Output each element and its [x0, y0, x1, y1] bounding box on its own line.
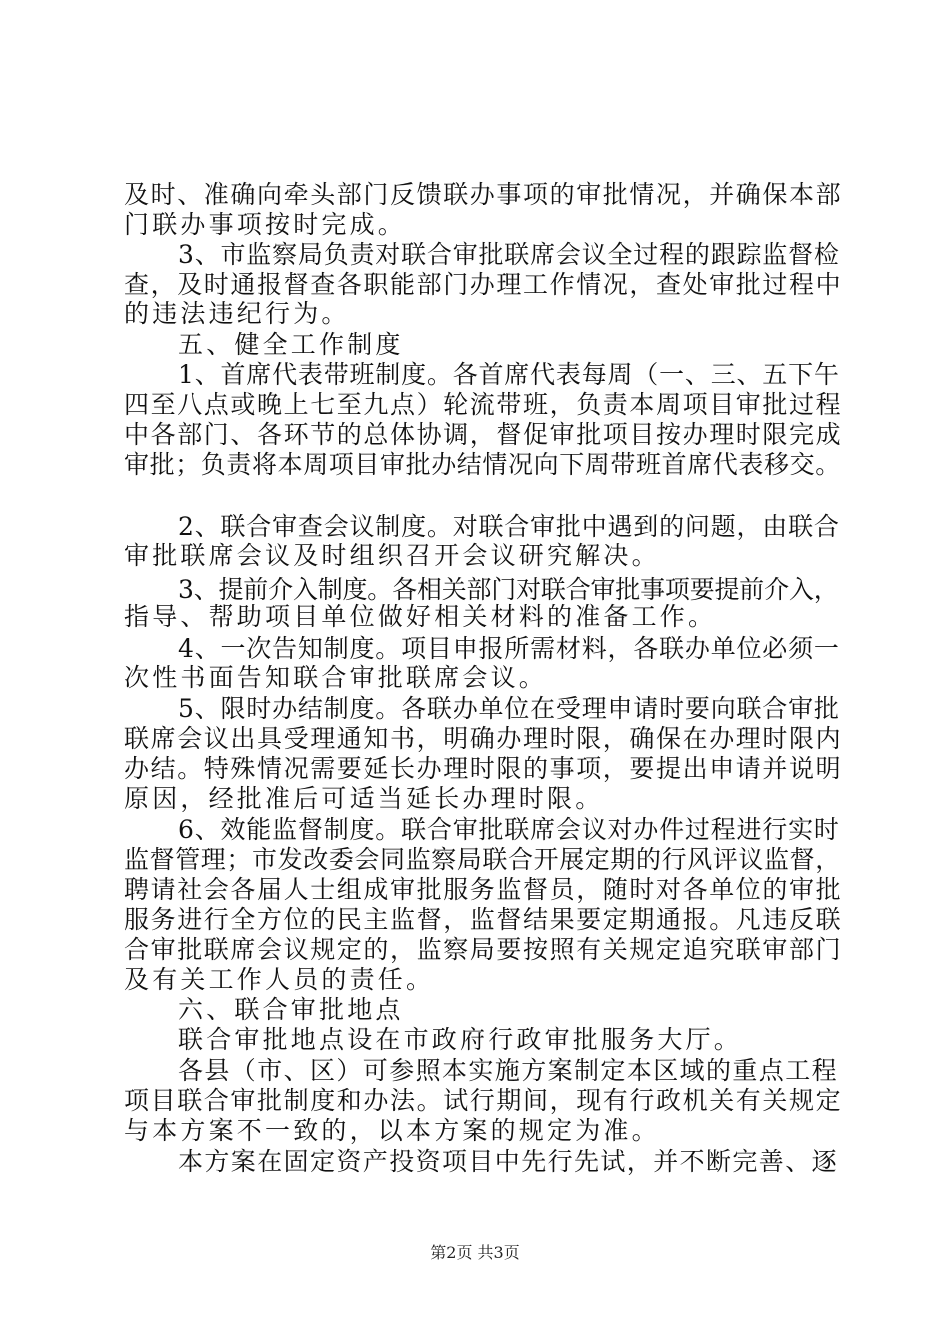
text-line: 6、效能监督制度。联合审批联席会议对办件过程进行实时: [178, 815, 840, 844]
text-line: 3、提前介入制度。各相关部门对联合审批事项要提前介入，: [178, 575, 839, 604]
text-line: 及有关工作人员的责任。: [124, 965, 435, 994]
text-line: 查，及时通报督查各职能部门办理工作情况，查处审批过程中: [124, 270, 843, 299]
text-line: 2、联合审查会议制度。对联合审批中遇到的问题，由联合: [178, 512, 840, 541]
section-heading: 六、联合审批地点: [178, 995, 404, 1024]
text-line: 3、市监察局负责对联合审批联席会议全过程的跟踪监督检: [178, 240, 840, 269]
text-line: 1、首席代表带班制度。各首席代表每周（一、三、五下午: [178, 360, 840, 389]
text-line: 本方案在固定资产投资项目中先行先试，并不断完善、逐: [178, 1147, 839, 1176]
text-line: 原因，经批准后可适当延长办理时限。: [124, 784, 604, 813]
text-line: 门联办事项按时完成。: [124, 210, 407, 239]
text-line: 中各部门、各环节的总体协调，督促审批项目按办理时限完成: [124, 420, 843, 449]
text-line: 联合审批地点设在市政府行政审批服务大厅。: [178, 1025, 743, 1054]
text-line: 聘请社会各届人士组成审批服务监督员，随时对各单位的审批: [124, 875, 843, 904]
text-line: 项目联合审批制度和办法。试行期间，现有行政机关有关规定: [124, 1086, 843, 1115]
text-line: 及时、准确向牵头部门反馈联办事项的审批情况，并确保本部: [124, 180, 843, 209]
text-line: 审批联席会议及时组织召开会议研究解决。: [124, 541, 660, 570]
text-line: 办结。特殊情况需要延长办理时限的事项，要提出申请并说明: [124, 754, 843, 783]
page-footer: 第2页 共3页: [430, 1243, 520, 1262]
text-line: 的违法违纪行为。: [124, 299, 350, 328]
text-line: 指导、帮助项目单位做好相关材料的准备工作。: [124, 602, 717, 631]
text-line: 四至八点或晚上七至九点）轮流带班，负责本周项目审批过程: [124, 390, 843, 419]
text-line: 4、一次告知制度。项目申报所需材料，各联办单位必须一: [178, 634, 840, 663]
text-line: 各县（市、区）可参照本实施方案制定本区域的重点工程: [178, 1056, 839, 1085]
text-line: 监督管理；市发改委会同监察局联合开展定期的行风评议监督，: [124, 845, 841, 874]
text-line: 服务进行全方位的民主监督，监督结果要定期通报。凡违反联: [124, 905, 843, 934]
text-line: 次性书面告知联合审批联席会议。: [124, 663, 548, 692]
text-line: 联席会议出具受理通知书，明确办理时限，确保在办理时限内: [124, 724, 843, 753]
text-line: 审批；负责将本周项目审批办结情况向下周带班首席代表移交。: [124, 450, 841, 479]
section-heading: 五、健全工作制度: [178, 330, 404, 359]
text-line: 与本方案不一致的，以本方案的规定为准。: [124, 1116, 660, 1145]
text-line: 5、限时办结制度。各联办单位在受理申请时要向联合审批: [178, 694, 840, 723]
text-line: 合审批联席会议规定的，监察局要按照有关规定追究联审部门: [124, 935, 843, 964]
